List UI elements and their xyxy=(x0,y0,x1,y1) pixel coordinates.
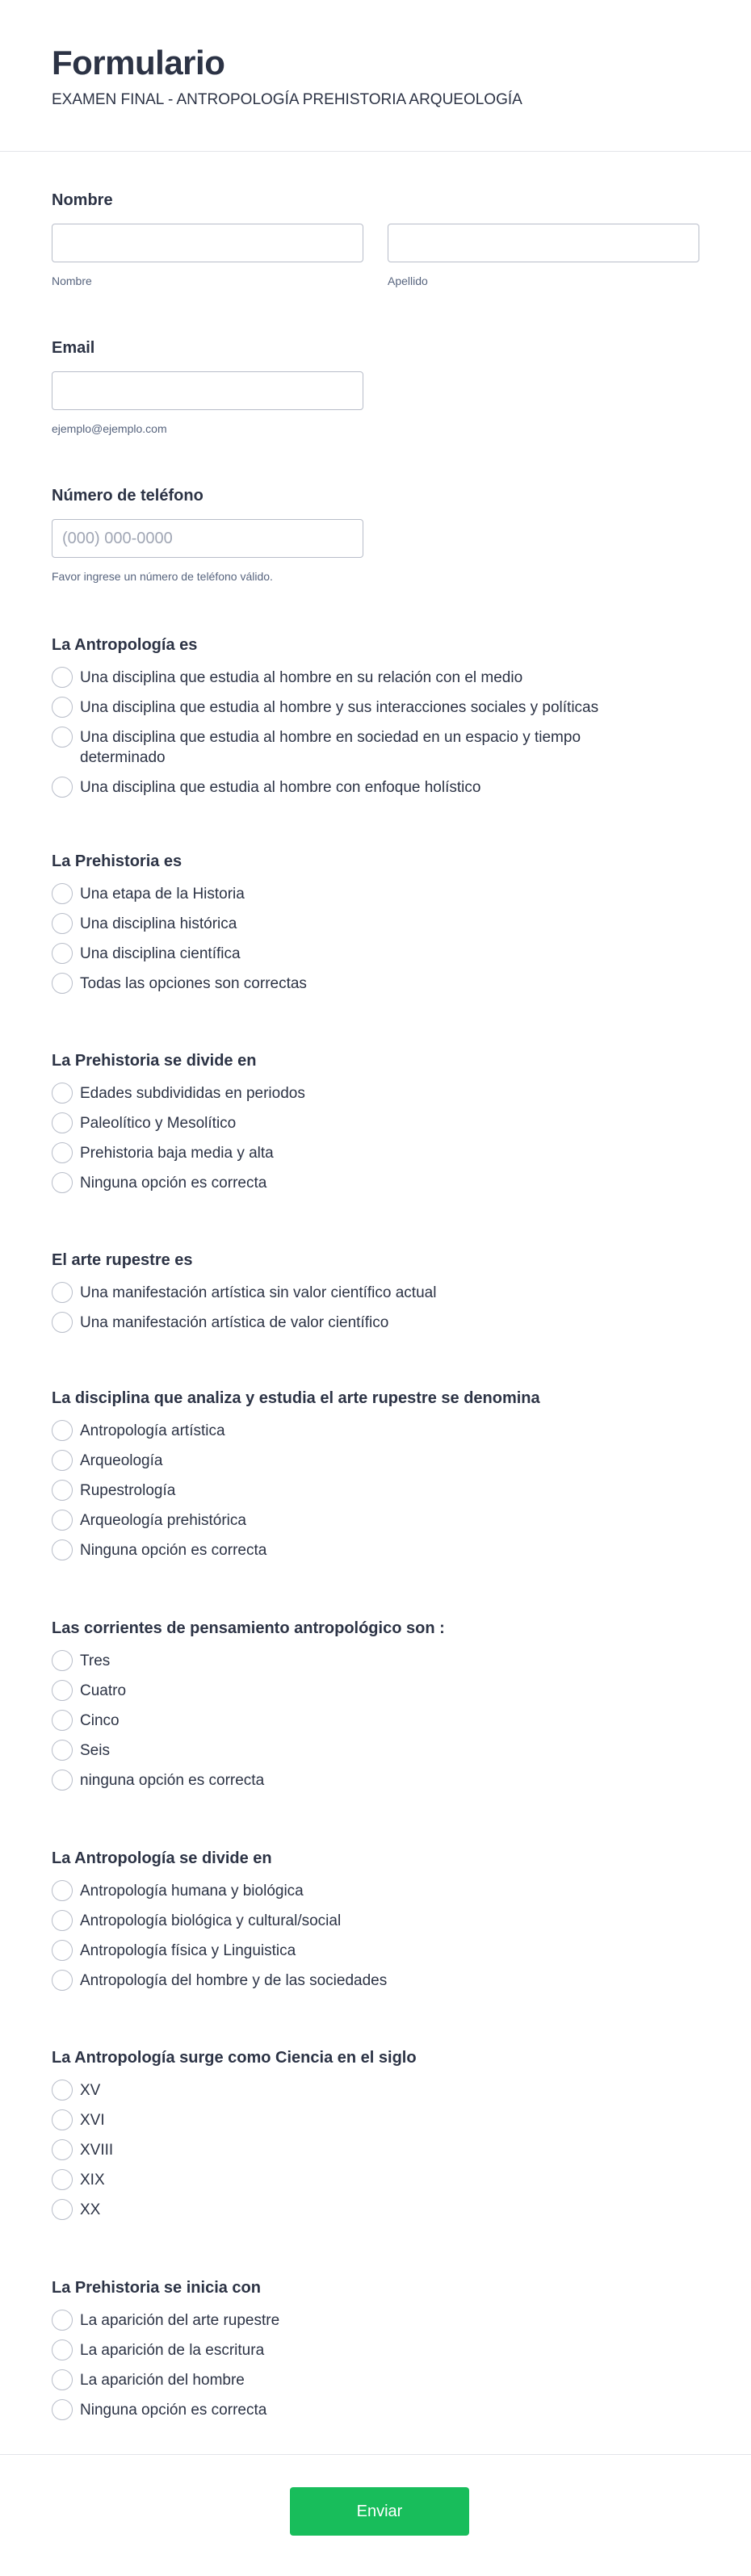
radio-option[interactable] xyxy=(52,1282,702,1303)
radio-option-label: Rupestrología xyxy=(80,1482,176,1499)
radio-button[interactable] xyxy=(52,1282,73,1303)
radio-option-label: Una disciplina histórica xyxy=(80,915,237,932)
radio-button[interactable] xyxy=(52,1650,73,1671)
radio-option[interactable] xyxy=(52,1970,702,1991)
radio-button[interactable] xyxy=(52,1312,73,1333)
radio-option[interactable] xyxy=(52,697,702,718)
radio-option-label: La aparición de la escritura xyxy=(80,2342,265,2359)
last-name-input[interactable] xyxy=(388,224,699,262)
radio-option[interactable] xyxy=(52,1142,702,1163)
radio-option[interactable] xyxy=(52,2399,702,2420)
phone-field xyxy=(52,485,702,584)
radio-button[interactable] xyxy=(52,1172,73,1193)
question-disciplina-arte-rupestre xyxy=(52,1388,702,1569)
radio-option-label: Cuatro xyxy=(80,1682,127,1699)
radio-option[interactable] xyxy=(52,2199,702,2220)
radio-option[interactable] xyxy=(52,1740,702,1761)
radio-option[interactable] xyxy=(52,1910,702,1931)
question-label: La Antropología se divide en xyxy=(52,1849,272,1867)
question-prehistoria-inicia xyxy=(52,2277,702,2429)
radio-button[interactable] xyxy=(52,2109,73,2130)
radio-option-label: XV xyxy=(80,2082,101,2099)
question-label: La Prehistoria se inicia con xyxy=(52,2279,261,2297)
question-label: La Prehistoria se divide en xyxy=(52,1052,257,1070)
radio-option-label: Una etapa de la Historia xyxy=(80,886,245,903)
radio-option-label: Antropología humana y biológica xyxy=(80,1883,304,1900)
radio-option[interactable] xyxy=(52,943,702,964)
radio-option[interactable] xyxy=(52,777,702,798)
form-title: Formulario xyxy=(52,44,225,82)
question-antropologia-es xyxy=(52,635,702,806)
radio-button[interactable] xyxy=(52,1970,73,1991)
radio-option-label: Una disciplina que estudia al hombre en sociedad en un espacio y tiempo determinado xyxy=(80,729,581,766)
radio-option-label: Una disciplina que estudia al hombre en su relación con el medio xyxy=(80,669,523,686)
phone-field-label: Número de teléfono xyxy=(52,487,203,505)
radio-button[interactable] xyxy=(52,2080,73,2101)
radio-option-label: Arqueología xyxy=(80,1452,163,1469)
phone-input[interactable] xyxy=(52,519,363,558)
question-arte-rupestre xyxy=(52,1250,702,1342)
radio-option[interactable] xyxy=(52,1539,702,1560)
radio-option-label: La aparición del arte rupestre xyxy=(80,2312,280,2329)
radio-button[interactable] xyxy=(52,727,73,748)
radio-option-label: Edades subdivididas en periodos xyxy=(80,1085,305,1102)
radio-button[interactable] xyxy=(52,2310,73,2331)
radio-option[interactable] xyxy=(52,1680,702,1701)
question-label: Las corrientes de pensamiento antropológico son : xyxy=(52,1619,445,1637)
radio-option-label: Ninguna opción es correcta xyxy=(80,1542,267,1559)
name-field-label: Nombre xyxy=(52,191,113,209)
radio-option-label: Una disciplina que estudia al hombre y sus interacciones sociales y políticas xyxy=(80,699,599,716)
radio-option[interactable] xyxy=(52,2339,702,2360)
radio-option-label: Una manifestación artística de valor científico xyxy=(80,1314,389,1331)
submit-button[interactable]: Enviar xyxy=(290,2487,469,2536)
radio-option[interactable] xyxy=(52,727,702,768)
radio-button[interactable] xyxy=(52,2399,73,2420)
radio-option[interactable] xyxy=(52,1112,702,1133)
question-prehistoria-divide xyxy=(52,1050,702,1202)
question-label: La disciplina que analiza y estudia el arte rupestre se denomina xyxy=(52,1389,540,1407)
radio-option-label: XVIII xyxy=(80,2142,114,2159)
radio-button[interactable] xyxy=(52,2369,73,2390)
radio-option-label: Cinco xyxy=(80,1712,120,1729)
radio-option[interactable] xyxy=(52,2080,702,2101)
radio-option[interactable] xyxy=(52,1880,702,1901)
phone-sublabel: Favor ingrese un número de teléfono válido. xyxy=(52,570,273,583)
email-field-label: Email xyxy=(52,339,95,357)
radio-option[interactable] xyxy=(52,1480,702,1501)
question-corrientes-pensamiento xyxy=(52,1618,702,1799)
radio-button[interactable] xyxy=(52,883,73,904)
radio-option[interactable] xyxy=(52,1312,702,1333)
radio-button[interactable] xyxy=(52,1770,73,1791)
radio-option-label: XX xyxy=(80,2201,101,2218)
email-sublabel: ejemplo@ejemplo.com xyxy=(52,422,167,435)
radio-button[interactable] xyxy=(52,697,73,718)
radio-option[interactable] xyxy=(52,1450,702,1471)
radio-option[interactable] xyxy=(52,2310,702,2331)
radio-option[interactable] xyxy=(52,1940,702,1961)
radio-option[interactable] xyxy=(52,883,702,904)
first-name-sublabel: Nombre xyxy=(52,274,92,287)
radio-button[interactable] xyxy=(52,1539,73,1560)
radio-button[interactable] xyxy=(52,1142,73,1163)
question-label: El arte rupestre es xyxy=(52,1251,193,1269)
question-label: La Antropología es xyxy=(52,636,198,654)
question-label: La Prehistoria es xyxy=(52,852,183,870)
radio-button[interactable] xyxy=(52,973,73,994)
name-field xyxy=(52,190,702,288)
radio-button[interactable] xyxy=(52,1680,73,1701)
radio-option[interactable] xyxy=(52,2109,702,2130)
first-name-input[interactable] xyxy=(52,224,363,262)
radio-option-label: ninguna opción es correcta xyxy=(80,1772,265,1789)
radio-option[interactable] xyxy=(52,1510,702,1531)
radio-button[interactable] xyxy=(52,2169,73,2190)
last-name-sublabel: Apellido xyxy=(388,274,428,287)
radio-option-label: Antropología biológica y cultural/social xyxy=(80,1912,342,1929)
question-label: La Antropología surge como Ciencia en el siglo xyxy=(52,2049,417,2067)
radio-button[interactable] xyxy=(52,2199,73,2220)
radio-button[interactable] xyxy=(52,1450,73,1471)
email-field xyxy=(52,337,702,436)
radio-option-label: Paleolítico y Mesolítico xyxy=(80,1115,237,1132)
radio-option[interactable] xyxy=(52,1083,702,1104)
question-antropologia-divide xyxy=(52,1848,702,2000)
question-prehistoria-es xyxy=(52,851,702,1003)
radio-button[interactable] xyxy=(52,1420,73,1441)
radio-option-label: Una disciplina que estudia al hombre con enfoque holístico xyxy=(80,779,481,796)
radio-button[interactable] xyxy=(52,2139,73,2160)
radio-option[interactable] xyxy=(52,1770,702,1791)
radio-button[interactable] xyxy=(52,1880,73,1901)
radio-button[interactable] xyxy=(52,913,73,934)
radio-option[interactable] xyxy=(52,2369,702,2390)
radio-option[interactable] xyxy=(52,1420,702,1441)
radio-option[interactable] xyxy=(52,913,702,934)
radio-option-label: Arqueología prehistórica xyxy=(80,1512,246,1529)
radio-option-label: Antropología física y Linguistica xyxy=(80,1942,296,1959)
radio-option[interactable] xyxy=(52,2139,702,2160)
radio-option[interactable] xyxy=(52,973,702,994)
radio-option-label: Ninguna opción es correcta xyxy=(80,2402,267,2419)
radio-option-label: Todas las opciones son correctas xyxy=(80,975,307,992)
radio-button[interactable] xyxy=(52,1083,73,1104)
radio-button[interactable] xyxy=(52,1480,73,1501)
radio-option-label: Una manifestación artística sin valor científico actual xyxy=(80,1284,437,1301)
radio-option[interactable] xyxy=(52,1710,702,1731)
radio-option-label: Una disciplina científica xyxy=(80,945,241,962)
radio-option-label: Antropología del hombre y de las sociedades xyxy=(80,1972,388,1989)
radio-option-label: Seis xyxy=(80,1742,110,1759)
radio-option-label: Prehistoria baja media y alta xyxy=(80,1145,274,1162)
radio-option[interactable] xyxy=(52,2169,702,2190)
radio-option-label: Antropología artística xyxy=(80,1422,225,1439)
radio-button[interactable] xyxy=(52,1510,73,1531)
radio-option-label: Tres xyxy=(80,1652,111,1669)
radio-option-label: La aparición del hombre xyxy=(80,2372,245,2389)
form-header xyxy=(0,0,751,152)
radio-option-label: XVI xyxy=(80,2112,105,2129)
radio-button[interactable] xyxy=(52,1910,73,1931)
question-antropologia-siglo xyxy=(52,2047,702,2229)
radio-option[interactable] xyxy=(52,1650,702,1671)
radio-button[interactable] xyxy=(52,667,73,688)
email-input[interactable] xyxy=(52,371,363,410)
radio-option[interactable] xyxy=(52,667,702,688)
radio-button[interactable] xyxy=(52,1112,73,1133)
radio-button[interactable] xyxy=(52,1740,73,1761)
radio-button[interactable] xyxy=(52,943,73,964)
form-subtitle: EXAMEN FINAL - ANTROPOLOGÍA PREHISTORIA ARQUEOLOGÍA xyxy=(52,91,522,108)
form-footer-divider xyxy=(0,2454,751,2455)
radio-button[interactable] xyxy=(52,1940,73,1961)
radio-button[interactable] xyxy=(52,2339,73,2360)
radio-option-label: Ninguna opción es correcta xyxy=(80,1175,267,1192)
radio-button[interactable] xyxy=(52,1710,73,1731)
radio-option[interactable] xyxy=(52,1172,702,1193)
radio-button[interactable] xyxy=(52,777,73,798)
radio-option-label: XIX xyxy=(80,2172,105,2189)
